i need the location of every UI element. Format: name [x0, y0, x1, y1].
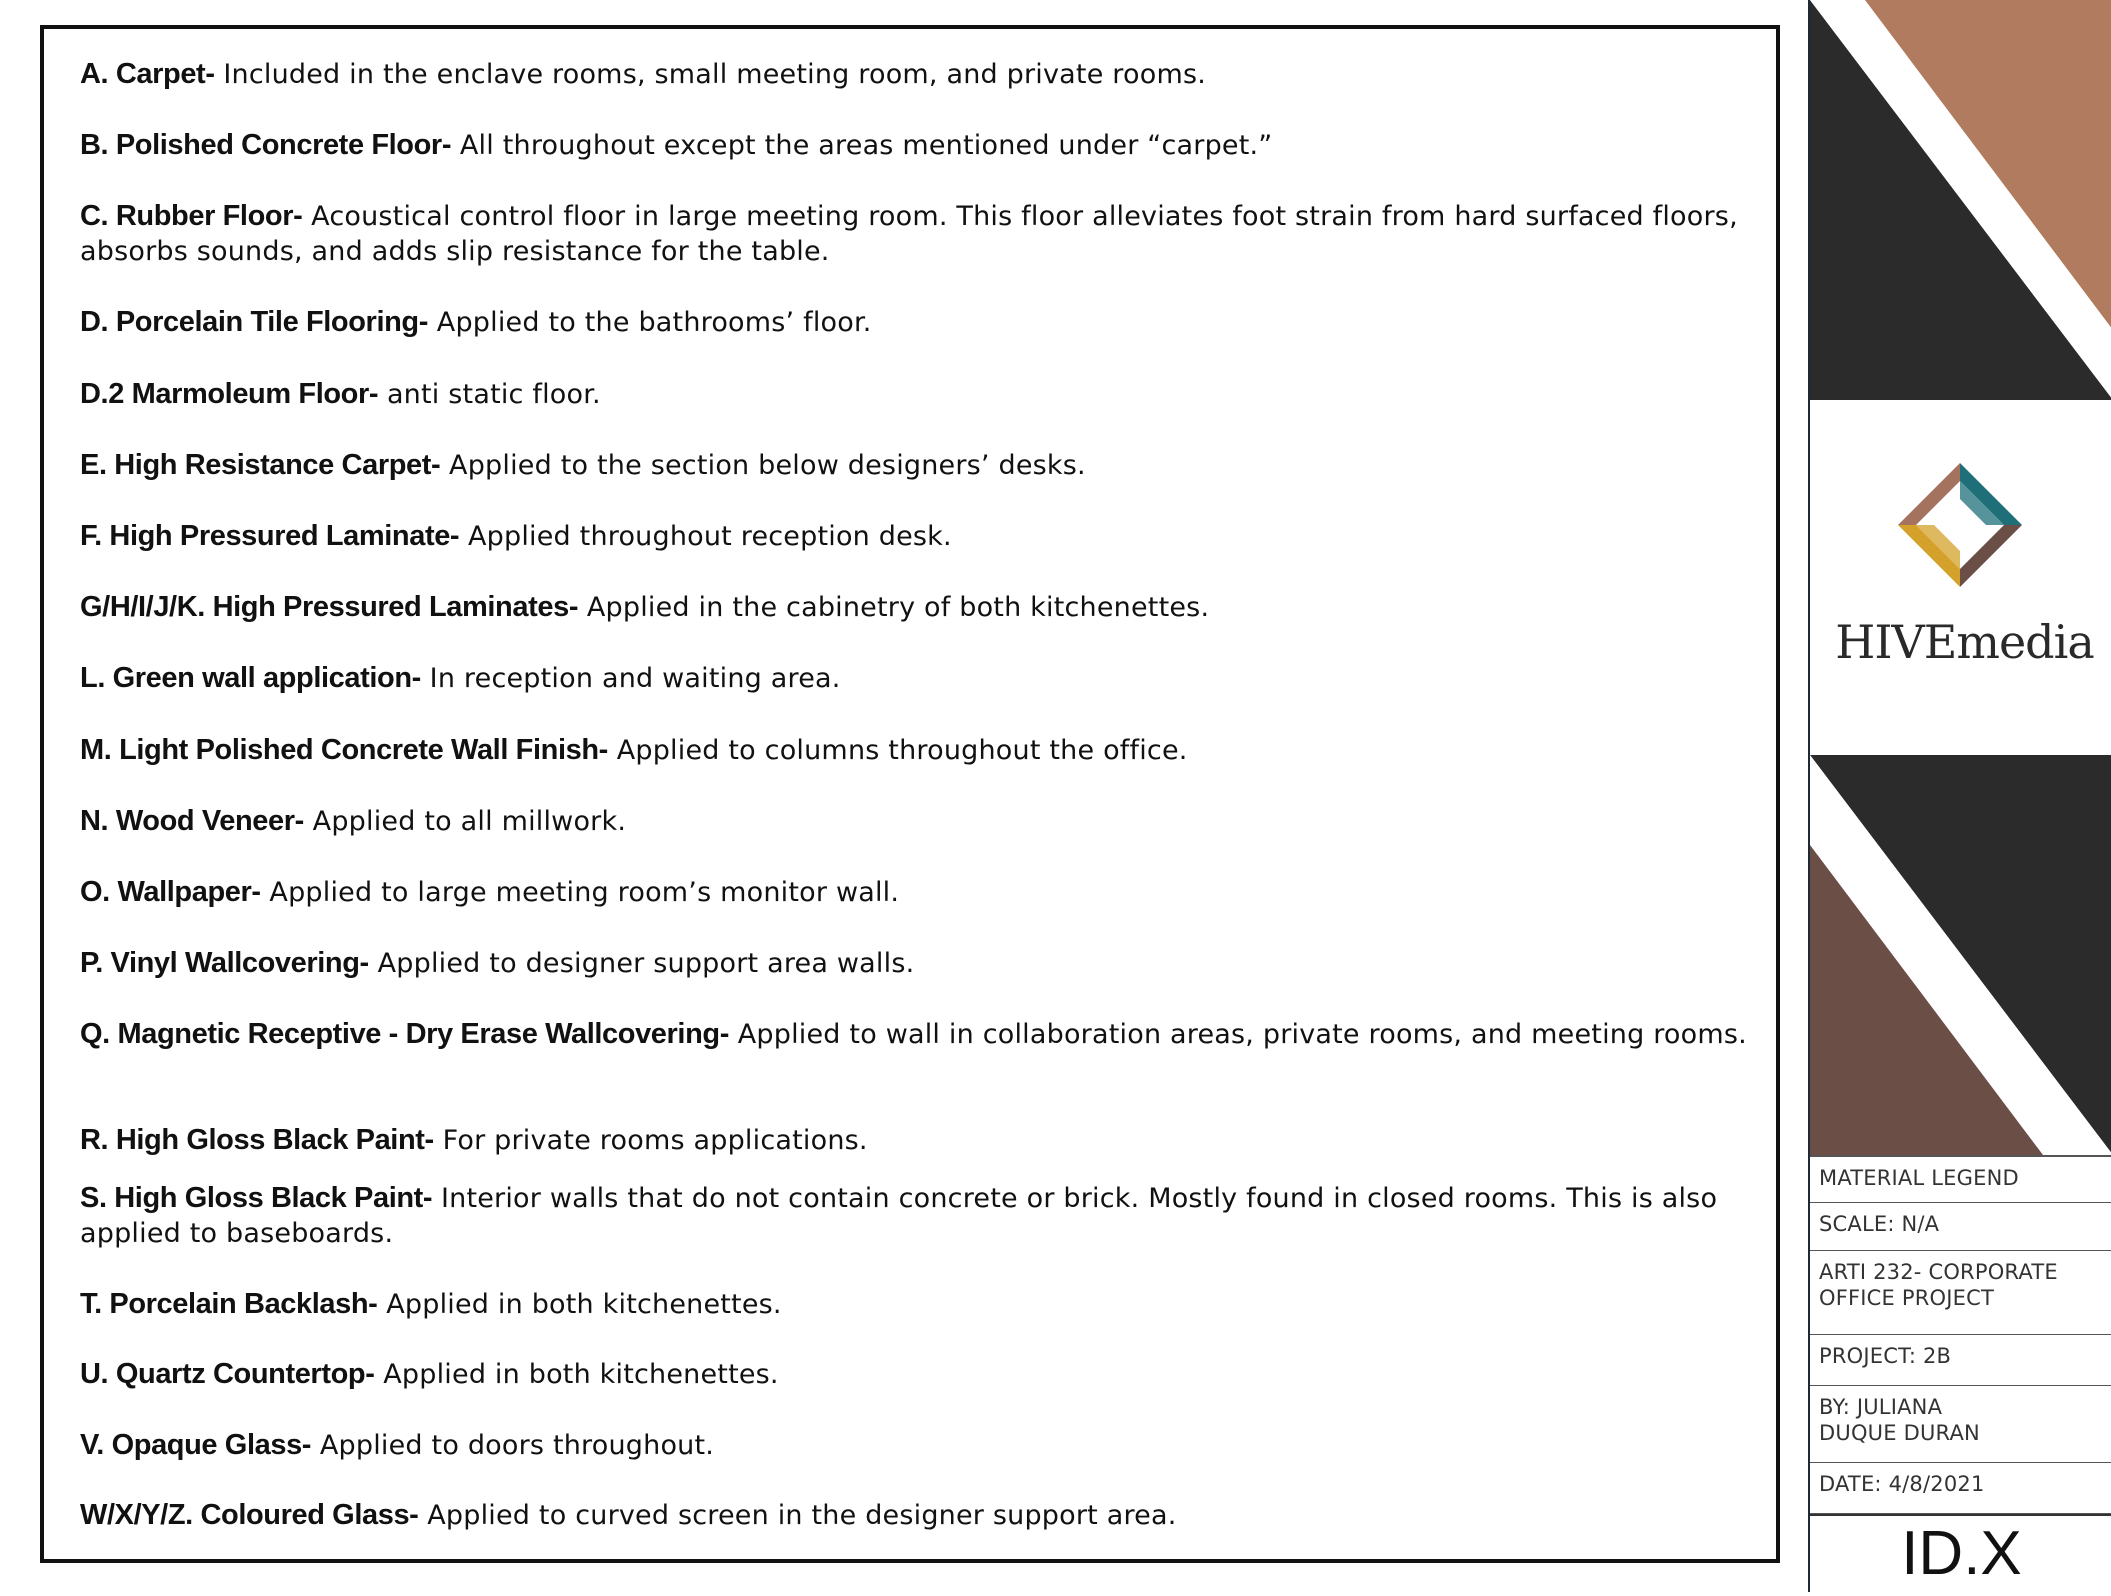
legend-code: M. Light Polished Concrete Wall Finish- [80, 734, 608, 766]
legend-item-m [80, 733, 1800, 768]
course-line-2: OFFICE PROJECT [1819, 1286, 1995, 1310]
legend-desc: Applied to curved screen in the designer support area. [418, 1500, 1177, 1531]
legend-desc: Applied to designer support area walls. [368, 948, 915, 979]
legend-desc: Applied to the bathrooms’ floor. [428, 307, 872, 338]
date-row [1810, 1463, 2111, 1514]
legend-item-wxyz [80, 1498, 1800, 1533]
project-text: PROJECT: 2B [1819, 1344, 1952, 1368]
legend-desc: Applied to columns throughout the office. [607, 735, 1188, 766]
legend-desc: For private rooms applications. [433, 1125, 868, 1156]
legend-code: R. High Gloss Black Paint- [80, 1124, 434, 1156]
decorative-triangles-top [1810, 0, 2111, 400]
date-text: DATE: 4/8/2021 [1819, 1472, 1985, 1496]
title-block-rows [1810, 1155, 2111, 1594]
legend-desc: In reception and waiting area. [420, 663, 841, 694]
course-row [1810, 1251, 2111, 1335]
legend-desc: Applied in both kitchenettes. [374, 1359, 779, 1390]
legend-code: E. High Resistance Carpet- [80, 449, 441, 481]
legend-item-b [80, 128, 1800, 163]
decorative-triangles-bottom [1810, 755, 2111, 1155]
sheet-name-row [1810, 1157, 2111, 1203]
legend-desc: Acoustical control floor in large meeting room. This floor alleviates foot strain from hard surfaced floors, absorbs sounds, and adds slip resistance for the table. [80, 201, 1738, 267]
scale-text: SCALE: N/A [1819, 1212, 1940, 1236]
legend-desc: Applied to the section below designers’ desks. [440, 450, 1086, 481]
logo-area [1810, 400, 2111, 755]
legend-code: D. Porcelain Tile Flooring- [80, 306, 428, 338]
legend-desc: All throughout except the areas mentioned under “carpet.” [451, 130, 1273, 161]
legend-item-n [80, 804, 1800, 839]
legend-code: L. Green wall application- [80, 662, 421, 694]
legend-item-s [80, 1181, 1800, 1251]
legend-item-p [80, 946, 1800, 981]
legend-code: C. Rubber Floor- [80, 200, 303, 232]
legend-item-f [80, 519, 1800, 554]
author-line-1: BY: JULIANA [1819, 1395, 1943, 1419]
legend-item-o [80, 875, 1800, 910]
legend-code: F. High Pressured Laminate- [80, 520, 460, 552]
material-legend-box [40, 25, 1780, 1563]
legend-code: A. Carpet- [80, 58, 215, 90]
legend-code: Q. Magnetic Receptive - Dry Erase Wallcovering- [80, 1018, 729, 1050]
legend-item-t [80, 1287, 1800, 1322]
legend-code: U. Quartz Countertop- [80, 1358, 375, 1390]
legend-code: T. Porcelain Backlash- [80, 1288, 378, 1320]
legend-code: B. Polished Concrete Floor- [80, 129, 452, 161]
logo-text: HIVEmedia [1835, 615, 2094, 669]
author-line-2: DUQUE DURAN [1819, 1421, 1980, 1445]
legend-desc: Applied to all millwork. [303, 806, 627, 837]
legend-item-v [80, 1428, 1800, 1463]
course-line-1: ARTI 232- CORPORATE [1819, 1260, 2058, 1284]
legend-code: W/X/Y/Z. Coloured Glass- [80, 1499, 419, 1531]
legend-item-l [80, 661, 1800, 696]
sheet-id: ID.X [1810, 1514, 2111, 1596]
author-row [1810, 1386, 2111, 1463]
legend-item-a [80, 57, 1800, 92]
sheet-name: MATERIAL LEGEND [1819, 1166, 2019, 1190]
legend-item-q [80, 1017, 1800, 1052]
legend-code: P. Vinyl Wallcovering- [80, 947, 369, 979]
legend-item-d2 [80, 377, 1800, 412]
legend-item-r [80, 1123, 1800, 1158]
scale-row [1810, 1203, 2111, 1251]
legend-desc: Included in the enclave rooms, small meeting room, and private rooms. [214, 59, 1206, 90]
legend-item-d [80, 305, 1800, 340]
legend-desc: Applied throughout reception desk. [459, 521, 952, 552]
legend-code: S. High Gloss Black Paint- [80, 1182, 433, 1214]
hive-diamond-logo-icon [1890, 455, 2030, 595]
legend-desc: Applied to wall in collaboration areas, private rooms, and meeting rooms. [728, 1019, 1747, 1050]
legend-item-e [80, 448, 1800, 483]
legend-desc: Applied to doors throughout. [311, 1430, 715, 1461]
project-row [1810, 1335, 2111, 1386]
legend-code: N. Wood Veneer- [80, 805, 304, 837]
title-block [1808, 0, 2111, 1592]
legend-item-u [80, 1357, 1800, 1392]
legend-desc: Applied to large meeting room’s monitor wall. [260, 877, 900, 908]
legend-desc: Applied in both kitchenettes. [377, 1289, 782, 1320]
legend-code: O. Wallpaper- [80, 876, 261, 908]
legend-code: G/H/I/J/K. High Pressured Laminates- [80, 591, 579, 623]
legend-desc: Interior walls that do not contain concrete or brick. Mostly found in closed rooms. This is also applied to baseboards. [80, 1183, 1718, 1249]
legend-item-c [80, 199, 1800, 269]
legend-item-ghijk [80, 590, 1800, 625]
legend-code: D.2 Marmoleum Floor- [80, 378, 379, 410]
legend-code: V. Opaque Glass- [80, 1429, 312, 1461]
legend-desc: anti static floor. [378, 379, 601, 410]
legend-desc: Applied in the cabinetry of both kitchenettes. [578, 592, 1210, 623]
